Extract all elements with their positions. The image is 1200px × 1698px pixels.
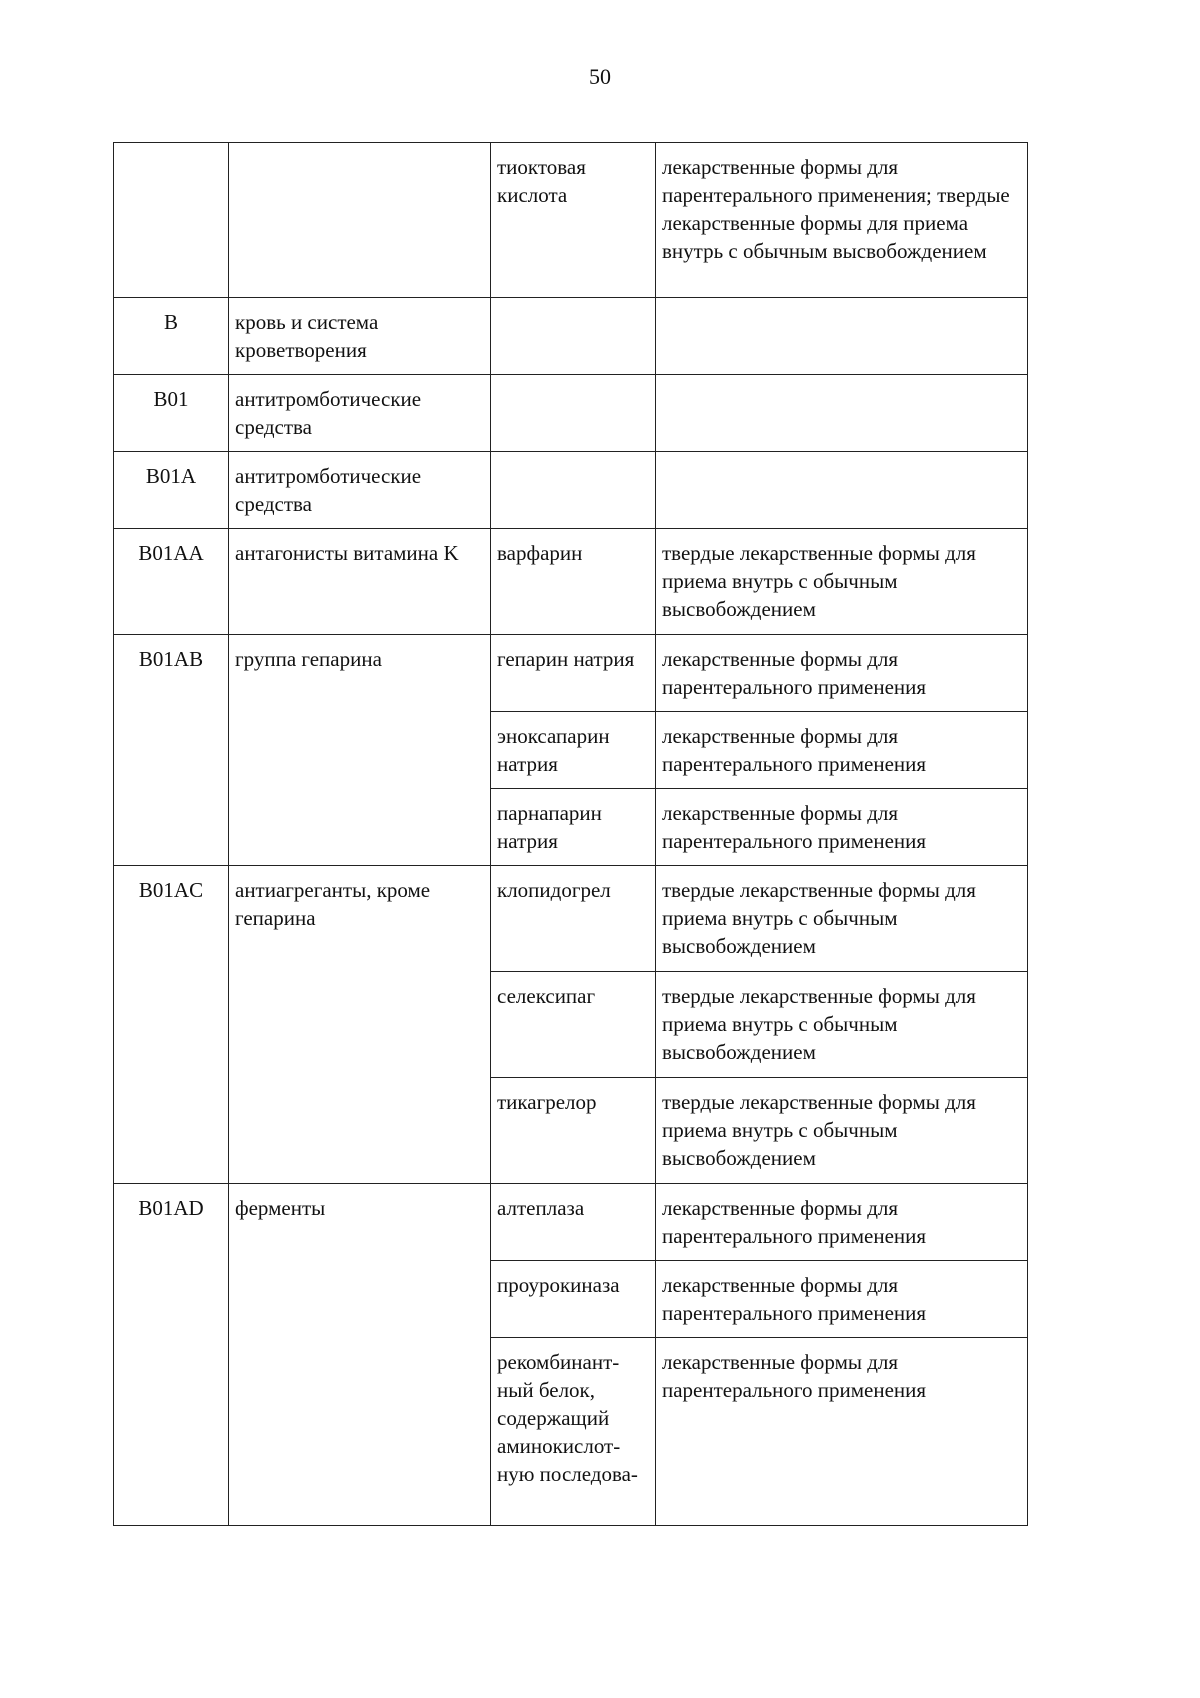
dosage-forms-cell: твердые лекарственные формы для приема внутрь с обычным высвобождением: [656, 1078, 1028, 1184]
table-row: [114, 298, 1028, 375]
group-cell: кровь и система кроветворения: [229, 298, 491, 375]
drug-table: [113, 142, 1028, 1526]
table-row: [114, 866, 1028, 972]
dosage-forms-cell: [656, 452, 1028, 529]
group-cell: ферменты: [229, 1184, 491, 1526]
atc-code-cell: B01AC: [114, 866, 229, 1184]
page-number: 50: [589, 64, 611, 89]
drug-cell: селексипаг: [491, 972, 656, 1078]
atc-code-cell: B01AD: [114, 1184, 229, 1526]
group-cell: [229, 143, 491, 298]
drug-cell: алтеплаза: [491, 1184, 656, 1261]
table-row: [114, 375, 1028, 452]
drug-cell: [491, 452, 656, 529]
table-row: [114, 635, 1028, 712]
dosage-forms-cell: лекарственные формы для парентерального применения: [656, 712, 1028, 789]
dosage-forms-cell: лекарственные формы для парентерального применения: [656, 1184, 1028, 1261]
table-row: [114, 529, 1028, 635]
drug-cell: варфарин: [491, 529, 656, 635]
drug-cell: парнапарин натрия: [491, 789, 656, 866]
drug-cell: гепарин натрия: [491, 635, 656, 712]
dosage-forms-cell: лекарственные формы для парентерального применения: [656, 635, 1028, 712]
group-cell: группа гепарина: [229, 635, 491, 866]
drug-cell: эноксапарин натрия: [491, 712, 656, 789]
dosage-forms-cell: лекарственные формы для парентерального применения: [656, 1338, 1028, 1526]
atc-code-cell: [114, 143, 229, 298]
table-row: [114, 143, 1028, 298]
atc-code-cell: B01AA: [114, 529, 229, 635]
atc-code-cell: B01A: [114, 452, 229, 529]
dosage-forms-cell: твердые лекарственные формы для приема внутрь с обычным высвобождением: [656, 529, 1028, 635]
dosage-forms-cell: [656, 375, 1028, 452]
drug-cell: клопидогрел: [491, 866, 656, 972]
drug-cell: [491, 375, 656, 452]
atc-code-cell: B01AB: [114, 635, 229, 866]
table-row: [114, 452, 1028, 529]
group-cell: антагонисты витамина K: [229, 529, 491, 635]
dosage-forms-cell: твердые лекарственные формы для приема внутрь с обычным высвобождением: [656, 972, 1028, 1078]
group-cell: антитромботические средства: [229, 375, 491, 452]
drug-cell: тикагрелор: [491, 1078, 656, 1184]
dosage-forms-cell: лекарственные формы для парентерального применения: [656, 1261, 1028, 1338]
dosage-forms-cell: лекарственные формы для парентерального применения; твердые лекарственные формы для приема внутрь с обычным высвобождением: [656, 143, 1028, 298]
drug-cell: [491, 298, 656, 375]
dosage-forms-cell: лекарственные формы для парентерального применения: [656, 789, 1028, 866]
table-row: [114, 1184, 1028, 1261]
drug-cell: тиоктовая кислота: [491, 143, 656, 298]
group-cell: антитромботические средства: [229, 452, 491, 529]
atc-code-cell: B: [114, 298, 229, 375]
drug-cell: проурокиназа: [491, 1261, 656, 1338]
atc-code-cell: B01: [114, 375, 229, 452]
dosage-forms-cell: [656, 298, 1028, 375]
dosage-forms-cell: твердые лекарственные формы для приема внутрь с обычным высвобождением: [656, 866, 1028, 972]
drug-cell: рекомбинант-ный белок, содержащий аминокислот-ную последова-: [491, 1338, 656, 1526]
group-cell: антиагреганты, кроме гепарина: [229, 866, 491, 1184]
